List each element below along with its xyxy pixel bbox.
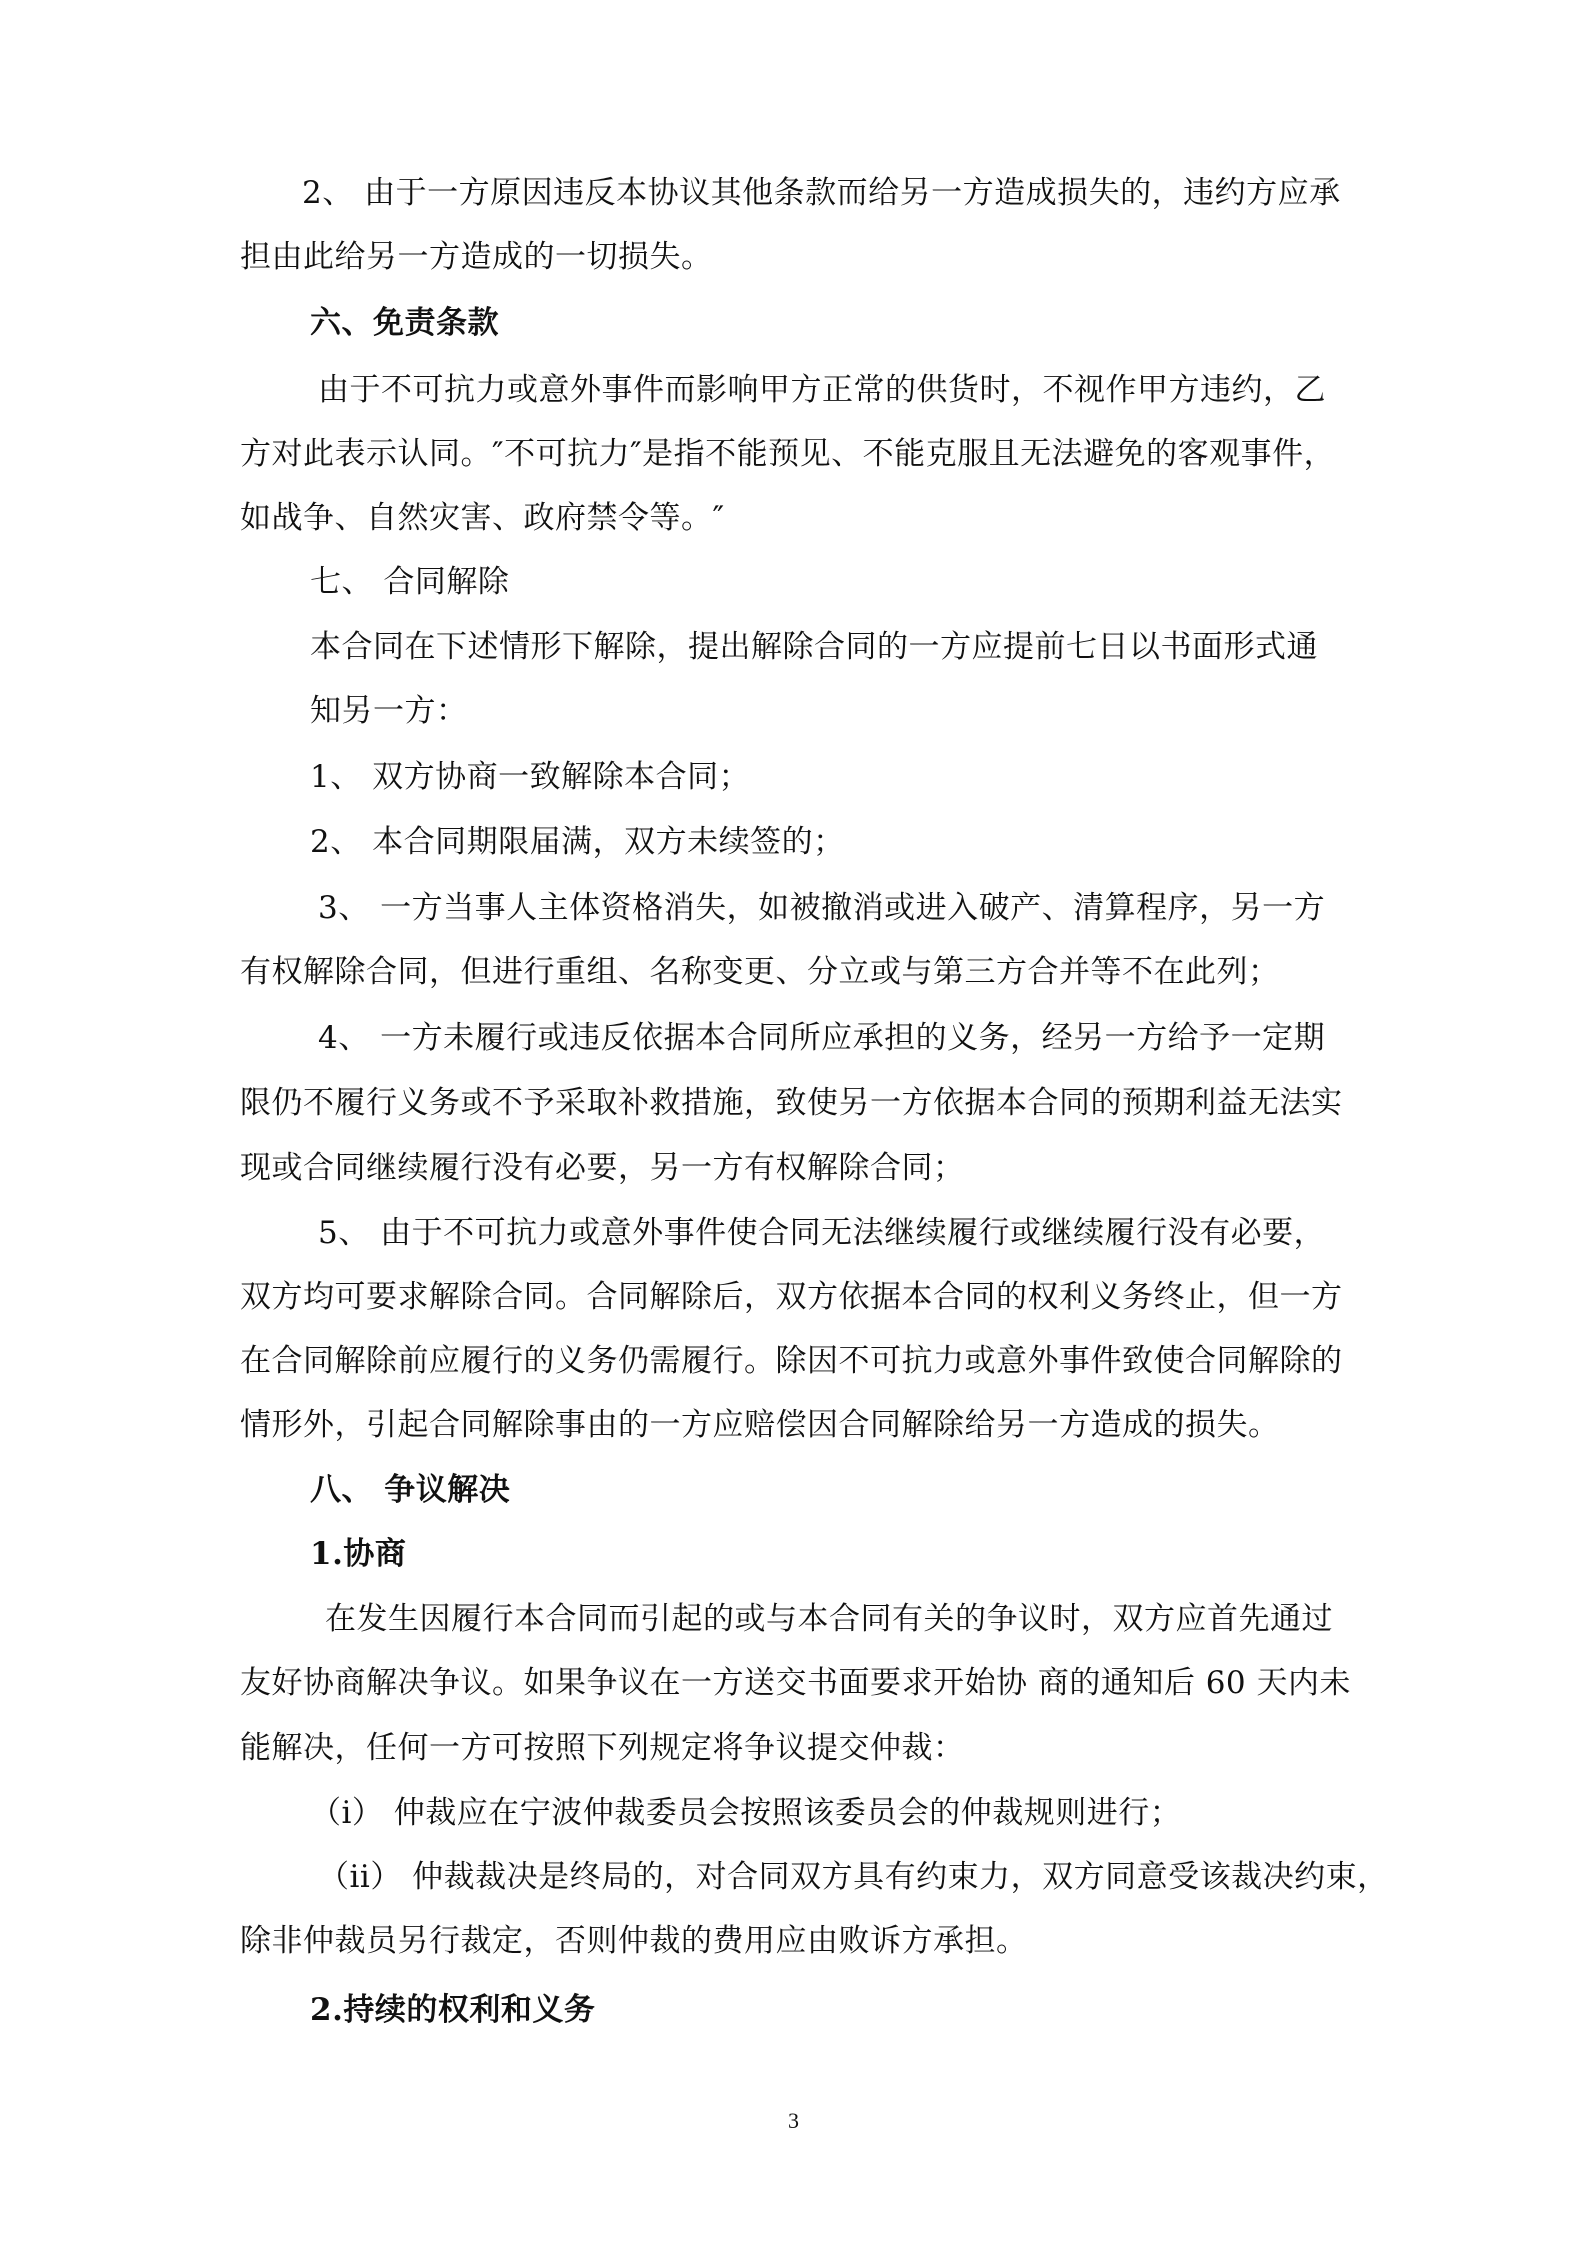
section-heading: 1.协商 [310, 1536, 407, 1572]
text-line: 除非仲裁员另行裁定，否则仲裁的费用应由败诉方承担。 [240, 1923, 1028, 1959]
text-line: 5、 由于不可抗力或意外事件使合同无法继续履行或继续履行没有必要， [318, 1215, 1326, 1251]
text-line: 有权解除合同，但进行重组、名称变更、分立或与第三方合并等不在此列； [240, 954, 1280, 990]
text-line: 如战争、自然灾害、政府禁令等。″ [240, 500, 725, 536]
text-line: 由于不可抗力或意外事件而影响甲方正常的供货时，不视作甲方违约，乙 [318, 372, 1326, 408]
text-line: 限仍不履行义务或不予采取补救措施，致使另一方依据本合同的预期利益无法实 [240, 1085, 1343, 1121]
text-line: 能解决，任何一方可按照下列规定将争议提交仲裁： [240, 1730, 965, 1766]
text-line: （ii） 仲裁裁决是终局的，对合同双方具有约束力，双方同意受该裁决约束， [318, 1859, 1389, 1895]
text-line: 友好协商解决争议。如果争议在一方送交书面要求开始协 商的通知后 60 天内未 [240, 1665, 1352, 1701]
text-line: 4、 一方未履行或违反依据本合同所应承担的义务，经另一方给予一定期 [318, 1020, 1326, 1056]
section-heading: 八、 争议解决 [310, 1472, 511, 1508]
text-line: 知另一方： [310, 693, 468, 729]
text-line: （i） 仲裁应在宁波仲裁委员会按照该委员会的仲裁规则进行； [310, 1795, 1182, 1831]
text-line: 2、 本合同期限届满，双方未续签的； [310, 824, 845, 860]
text-line: 方对此表示认同。″不可抗力″是指不能预见、不能克服且无法避免的客观事件， [240, 436, 1336, 472]
text-line: 七、 合同解除 [310, 564, 510, 600]
page-number: 3 [788, 2108, 799, 2133]
text-line: 情形外，引起合同解除事由的一方应赔偿因合同解除给另一方造成的损失。 [240, 1407, 1280, 1443]
text-line: 2、 由于一方原因违反本协议其他条款而给另一方造成损失的，违约方应承 [302, 175, 1341, 211]
text-line: 担由此给另一方造成的一切损失。 [240, 239, 713, 275]
text-line: 3、 一方当事人主体资格消失，如被撤消或进入破产、清算程序，另一方 [318, 890, 1326, 926]
text-line: 双方均可要求解除合同。合同解除后，双方依据本合同的权利义务终止，但一方 [240, 1279, 1343, 1315]
text-line: 本合同在下述情形下解除，提出解除合同的一方应提前七日以书面形式通 [310, 629, 1318, 665]
text-line: 在发生因履行本合同而引起的或与本合同有关的争议时，双方应首先通过 [325, 1601, 1333, 1637]
text-line: 在合同解除前应履行的义务仍需履行。除因不可抗力或意外事件致使合同解除的 [240, 1343, 1343, 1379]
section-heading: 2.持续的权利和义务 [310, 1992, 596, 2028]
section-heading: 六、免责条款 [310, 305, 499, 341]
text-line: 现或合同继续履行没有必要，另一方有权解除合同； [240, 1150, 965, 1186]
text-line: 1、 双方协商一致解除本合同； [310, 759, 751, 795]
